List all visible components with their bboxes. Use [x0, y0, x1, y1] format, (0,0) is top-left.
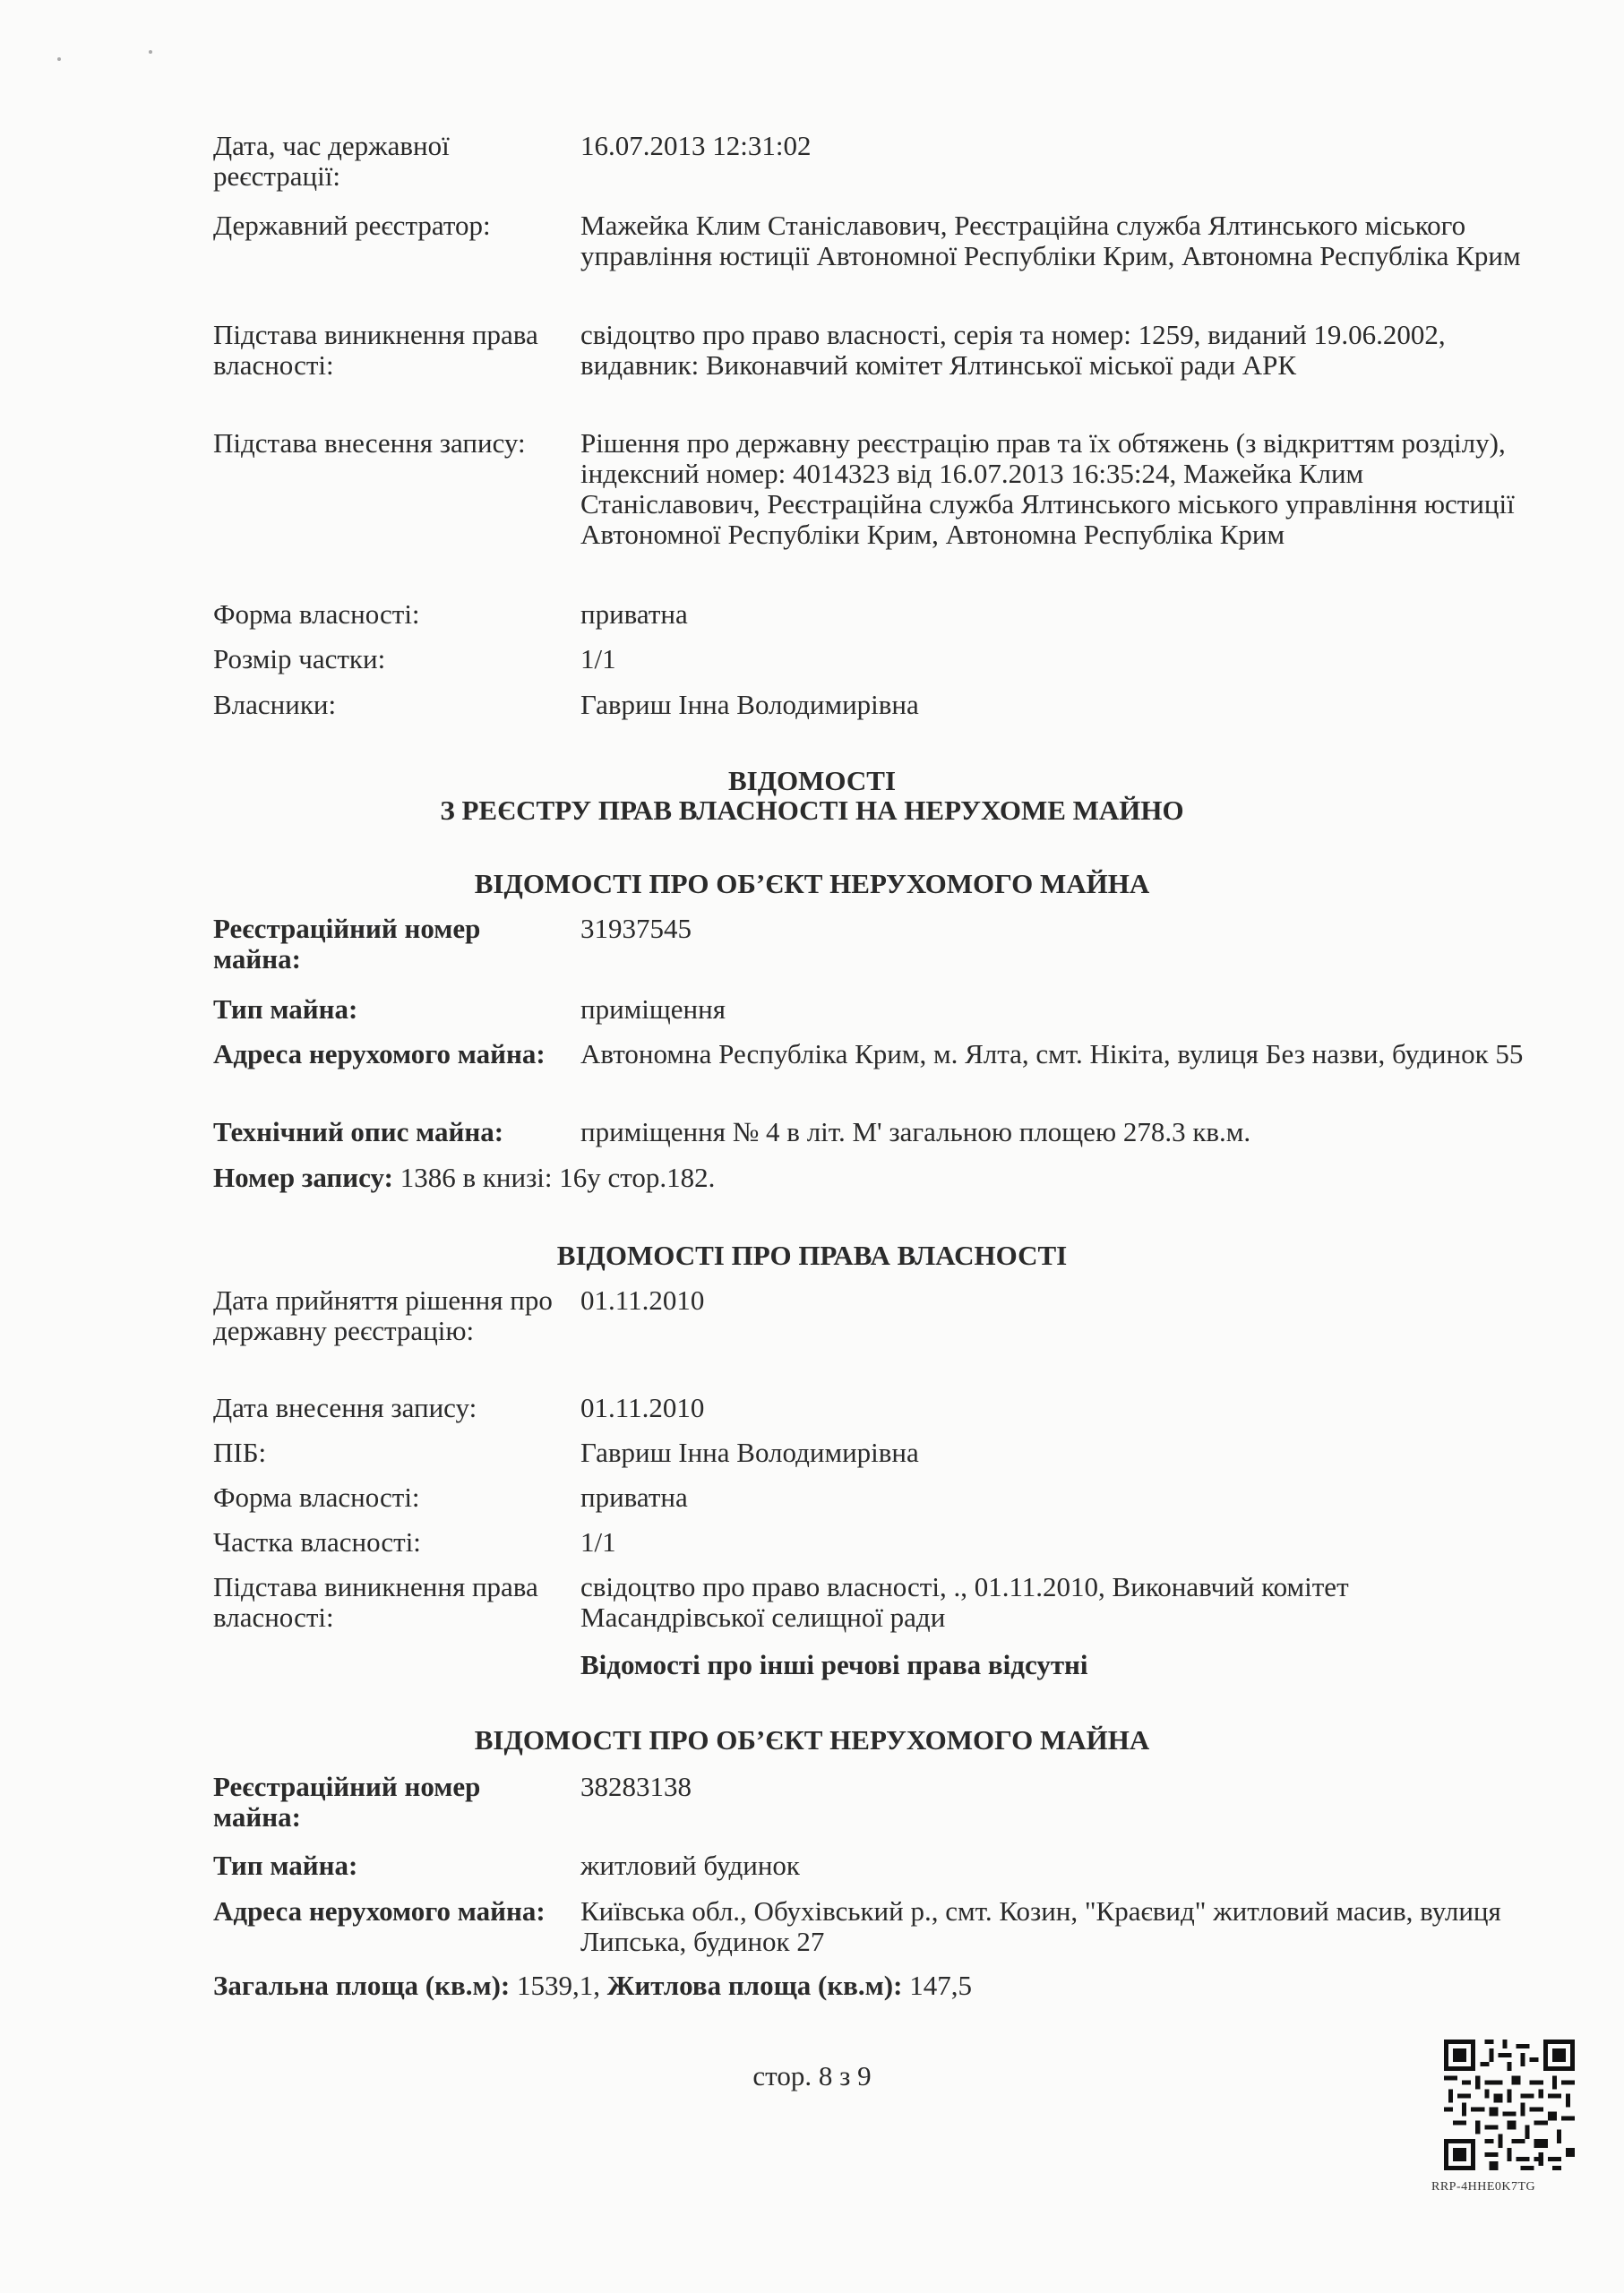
- scan-speck: [57, 57, 61, 61]
- field-value: Гавриш Інна Володимирівна: [580, 1437, 919, 1468]
- record-label: Номер запису:: [213, 1162, 393, 1193]
- field-value: житловий будинок: [580, 1850, 800, 1881]
- field-label: Адреса нерухомого майна:: [213, 1895, 546, 1927]
- field-label: Підстава виникнення права власності:: [213, 1571, 538, 1633]
- object1-heading: ВІДОМОСТІ ПРО ОБ’ЄКТ НЕРУХОМОГО МАЙНА: [474, 868, 1150, 899]
- field-label: Тип майна:: [213, 1850, 358, 1881]
- total-area-label: Загальна площа (кв.м):: [213, 1970, 511, 2001]
- field-label: Власники:: [213, 689, 337, 720]
- field-value: 01.11.2010: [580, 1392, 705, 1423]
- field-label: Підстава виникнення права власності:: [213, 319, 538, 381]
- object2-area-line: [213, 1971, 972, 2001]
- field-value: приміщення № 4 в літ. М' загальною площею 278.3 кв.м.: [580, 1116, 1251, 1147]
- object1-record-line: [213, 1163, 715, 1193]
- field-value: приватна: [580, 598, 688, 630]
- field-label: Адреса нерухомого майна:: [213, 1038, 546, 1069]
- field-value: 31937545: [580, 913, 692, 944]
- field-label: Технічний опис майна:: [213, 1116, 504, 1147]
- main-heading: ВІДОМОСТІ: [727, 765, 897, 796]
- field-label: Реєстраційний номер майна:: [213, 913, 481, 975]
- field-value: 1/1: [580, 643, 616, 674]
- qr-code-icon: [1444, 2040, 1575, 2170]
- field-label: ПІБ:: [213, 1437, 267, 1468]
- page-number: стор. 8 з 9: [752, 2060, 872, 2091]
- rights-heading: ВІДОМОСТІ ПРО ПРАВА ВЛАСНОСТІ: [556, 1240, 1068, 1271]
- field-label: Дата внесення запису:: [213, 1392, 477, 1423]
- field-label: Дата прийняття рішення про державну реєстрацію:: [213, 1284, 553, 1346]
- field-value: свідоцтво про право власності, ., 01.11.2010, Виконавчий комітет Масандрівської селищної ради: [580, 1571, 1349, 1633]
- field-value: Гавриш Інна Володимирівна: [580, 689, 919, 720]
- living-area-value: 147,5: [909, 1970, 972, 2001]
- field-label: Дата, час державної реєстрації:: [213, 130, 450, 192]
- field-label: Підстава внесення запису:: [213, 427, 526, 459]
- field-value: Автономна Республіка Крим, м. Ялта, смт. Нікіта, вулиця Без назви, будинок 55: [580, 1038, 1524, 1069]
- field-value: 38283138: [580, 1771, 692, 1802]
- field-label: Форма власності:: [213, 1481, 420, 1513]
- total-area-value: 1539,1,: [516, 1970, 600, 2001]
- field-value: Київська обл., Обухівський р., смт. Козин, "Краєвид" житловий масив, вулиця Липська, будинок 27: [580, 1895, 1501, 1957]
- scan-speck: [149, 50, 152, 54]
- field-label: Розмір частки:: [213, 643, 386, 674]
- field-value: Мажейка Клим Станіславович, Реєстраційна служба Ялтинського міського управління юстиції Автономної Республіки Крим, Автономна Республіка Крим: [580, 210, 1521, 271]
- document-code: RRP-4HHE0K7TG: [1431, 2180, 1536, 2194]
- field-value: приміщення: [580, 993, 726, 1025]
- field-value: 01.11.2010: [580, 1284, 705, 1316]
- field-label: Тип майна:: [213, 993, 358, 1025]
- field-value: 16.07.2013 12:31:02: [580, 130, 812, 161]
- field-label: Державний реєстратор:: [213, 210, 491, 241]
- main-subheading: З РЕЄСТРУ ПРАВ ВЛАСНОСТІ НА НЕРУХОМЕ МАЙНО: [440, 794, 1184, 826]
- field-label: Форма власності:: [213, 598, 420, 630]
- field-value: свідоцтво про право власності, серія та номер: 1259, виданий 19.06.2002, видавник: Виконавчий комітет Ялтинської міської ради АРК: [580, 319, 1446, 381]
- field-value: приватна: [580, 1481, 688, 1513]
- field-label: Реєстраційний номер майна:: [213, 1771, 481, 1833]
- field-label: Частка власності:: [213, 1526, 421, 1558]
- field-value: Рішення про державну реєстрацію прав та їх обтяжень (з відкриттям розділу), індексний номер: 4014323 від 16.07.2013 16:35:24, Мажейка Клим Станіславович, Реєстраційна служба Ялтинського міського управління юстиції Автономної Республіки Крим, Автономна Республіка Крим: [580, 427, 1515, 550]
- field-value: 1/1: [580, 1526, 616, 1558]
- record-value: 1386 в книзі: 16у стор.182.: [400, 1162, 716, 1193]
- other-rights-note: Відомості про інші речові права відсутні: [580, 1649, 1088, 1680]
- living-area-label: Житлова площа (кв.м):: [606, 1970, 903, 2001]
- object2-heading: ВІДОМОСТІ ПРО ОБ’ЄКТ НЕРУХОМОГО МАЙНА: [474, 1724, 1150, 1756]
